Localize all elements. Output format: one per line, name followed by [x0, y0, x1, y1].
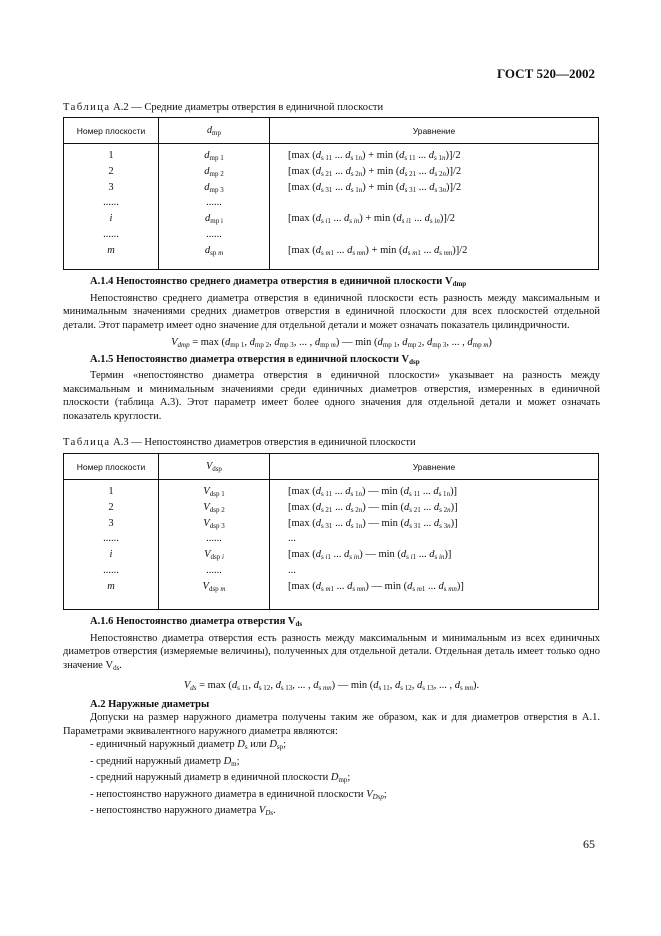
section-a16-paragraph: Непостоянство диаметра отверстия есть разность между максимальным и минимальным из всех единичных диаметров отверстия (измеряемые величины), полученных для отдельной детали. Отдельная деталь имеет только одно значение $V_{ds}$. — [63, 632, 600, 672]
table-a2-caption — [63, 102, 383, 113]
table-a2 — [63, 117, 599, 270]
col-header-symbol: $V_{dsp}$ — [159, 454, 270, 480]
col-header-equation: Уравнение — [270, 454, 599, 480]
list-item: - средний наружный диаметр в единичной плоскости $D_{mp}$; — [90, 772, 351, 784]
symbol-column: $V_{dsp 1}$ $V_{dsp 2}$ $V_{dsp 3}$ ...... $V_{dsp i}$ ...... $V_{dsp m}$ — [159, 480, 270, 610]
caption-label: Таблица — [63, 437, 111, 448]
page-number: 65 — [583, 837, 595, 851]
equation-column: [max ($d_{s 11}$ ... $d_{s 1n}) + \min (d_{s 11}$ ... $d_{s 1n})]/2$ [max ($d_{s 21}$ ... $d_{s 2n}) + \min (d_{s 21}$ ... $d_{s 2n})]/2$ [max ($d_{s 31}$ ... $d_{s 1n}) + \min (d_{s 31}$ ... $d_{s 3n})]/2$ [max ($d_{s i1}$ ... $d_{s in}) + \min (d_{s i1}$ ... $d_{s in})]/2$ [max ($d_{s m1}$ ... $d_{s mn}) + \min (d_{s m1}$ ... $d_{s mn})]/2$ — [270, 144, 599, 270]
plane-number-column: 1 2 3 ...... i ...... m — [64, 480, 159, 610]
col-header-plane: Номер плоскости — [64, 118, 159, 144]
equation-column: [max ($d_{s 11}$ ... $d_{s 1n}$) — $\min (d_{s 11}$ ... $d_{s 1n}$)] [max ($d_{s 21}$ ... $d_{s 2n}$) — $\min (d_{s 21}$ ... $d_{s 2n}$)] [max ($d_{s 31}$ ... $d_{s 1n}$) — $\min (d_{s 31}$ ... $d_{s 3n}$)] ... [max ($d_{s i1}$ ... $d_{s in}$) — $\min (d_{s i1}$ ... $d_{s in}$)] ... [max ($d_{s m1}$ ... $d_{s mn}$) — $\min (d_{s m1}$ ... $d_{s mn}$)] — [270, 480, 599, 610]
col-header-symbol: $d_{mp}$ — [159, 118, 270, 144]
plane-number-column: 1 2 3 ...... i ...... m — [64, 144, 159, 270]
section-a15-heading: А.1.5 Непостоянство диаметра отверстия в единичной плоскости $V_{dsp}$ — [90, 353, 420, 366]
section-a15-paragraph: Термин «непостоянство диаметра отверстия в единичной плоскости» указывает на разность между максимальным и минимальным значениями среди единичных диаметров отверстия, измеренных в единичной плоскости (таблица А.3). Этот параметр имеет более одного значения для отдельной детали и может означать показатель круглости. — [63, 370, 600, 422]
section-a2-heading: А.2 Наружные диаметры — [90, 698, 210, 710]
parameter-list — [63, 738, 600, 821]
section-a2-paragraph: Допуски на размер наружного диаметра получены таким же образом, как и для диаметров отверстия в А.1. Параметрами эквивалентного наружного диаметра являются: — [63, 712, 600, 737]
table-header-row — [64, 454, 599, 480]
section-a16 — [63, 615, 600, 821]
table-body — [64, 480, 599, 610]
list-item: - непостоянство наружного диаметра $V_{Ds}$. — [90, 805, 276, 817]
caption-label: Таблица — [63, 102, 111, 113]
caption-text: А.3 — Непостоянство диаметров отверстия в единичной плоскости — [110, 437, 416, 448]
section-a14 — [63, 275, 600, 423]
table-a3-caption — [63, 437, 416, 448]
col-header-equation: Уравнение — [270, 118, 599, 144]
list-item: - единичный наружный диаметр $D_s$ или $D_{sp}$; — [90, 739, 287, 751]
table-a3 — [63, 453, 599, 610]
table-body — [64, 144, 599, 270]
section-a14-heading: А.1.4 Непостоянство среднего диаметра отверстия в единичной плоскости $V_{dmp}$ — [90, 276, 467, 288]
document-header: ГОСТ 520—2002 — [496, 66, 595, 81]
col-header-plane: Номер плоскости — [64, 454, 159, 480]
caption-text: А.2 — Средние диаметры отверстия в единичной плоскости — [110, 102, 384, 113]
symbol-column: $d_{mp 1}$ $d_{mp 2}$ $d_{mp 3}$ ...... $d_{mp i}$ ...... $d_{sp m}$ — [159, 144, 270, 270]
section-a14-paragraph: Непостоянство среднего диаметра отверстия в единичной плоскости есть разность между максимальным и минимальным значениями средних диаметров отверстия в единичной плоскости для всех плоскостей отдельной детали. Этот параметр имеет одно значение для отдельной детали и может означать показатель цилиндричности. — [63, 292, 600, 331]
section-a16-heading: А.1.6 Непостоянство диаметра отверстия $V_{ds}$ — [90, 616, 303, 628]
list-item: - средний наружный диаметр $D_m$; — [90, 755, 240, 768]
section-a14-formula: $V_{dmp} = \max (d_{mp 1}$, $d_{mp 2}$, $d_{mp 3}$, ... , $d_{mp m}$) — $\min (d_{mp 1}$, $d_{mp 2}$, $d_{mp 3}$, ... , $d_{mp m}$) — [171, 337, 492, 349]
list-item: - непостоянство наружного диаметра в единичной плоскости $V_{Dsp}$; — [90, 788, 387, 801]
section-a16-formula: $V_{ds} = \max (d_{s 11}$, $d_{s 12}$, $d_{s 13}$, ... , $d_{s mn}$) — $\min (d_{s 11}$, $d_{s 12}$, $d_{s 13}$, ... , $d_{s mn}$). — [183, 680, 480, 692]
table-header-row — [64, 118, 599, 144]
